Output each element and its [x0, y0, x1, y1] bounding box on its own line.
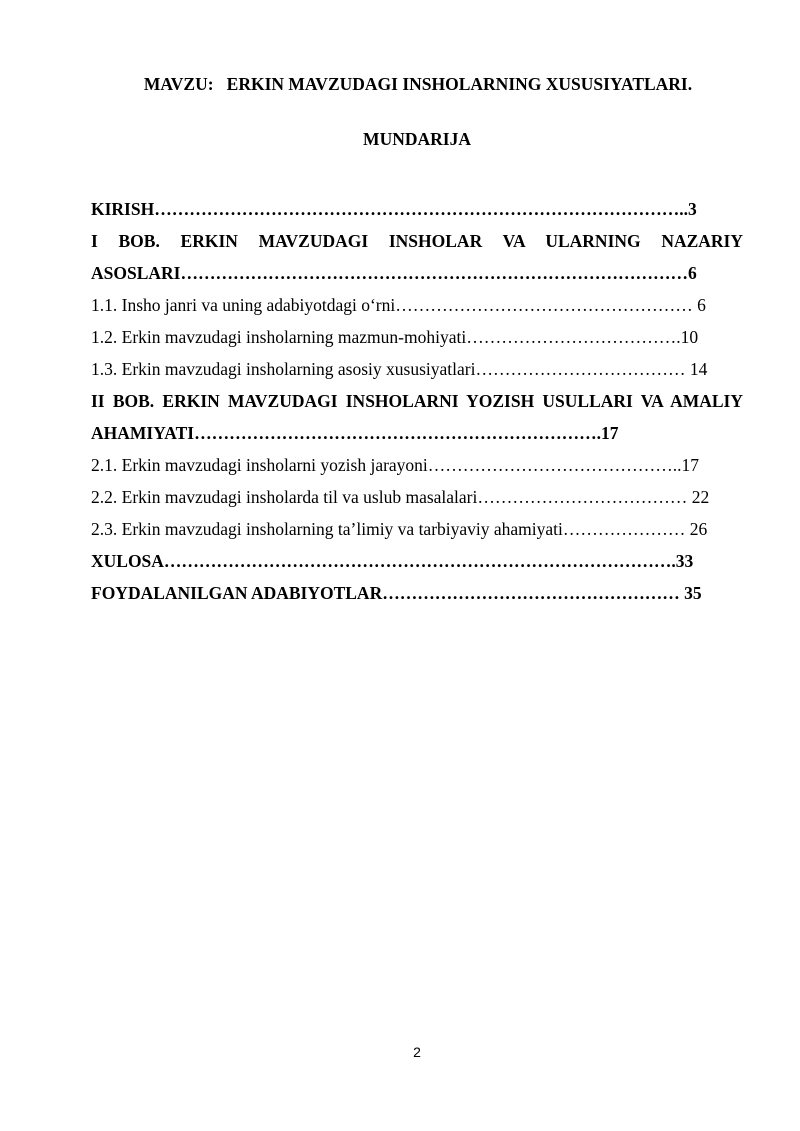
toc-entry-chapter-2[interactable]: II BOB. ERKIN MAVZUDAGI INSHOLARNI YOZISH USULLARI VA AMALIY AHAMIYATI…………………………………………………………….17 — [91, 391, 743, 443]
toc-heading: MUNDARIJA — [363, 129, 471, 149]
toc-entry-section-1-1[interactable]: 1.1. Insho janri va uning adabiyotdagi o‘rni…………………………………………… 6 — [91, 295, 706, 315]
document-title: MAVZU: ERKIN MAVZUDAGI INSHOLARNING XUSUSIYATLARI. — [143, 74, 693, 94]
page-number: 2 — [413, 1044, 421, 1060]
toc-entry-section-1-2[interactable]: 1.2. Erkin mavzudagi insholarning mazmun-mohiyati……………………………….10 — [91, 327, 699, 347]
table-of-contents — [91, 193, 743, 609]
toc-entry-section-2-3[interactable]: 2.3. Erkin mavzudagi insholarning ta’limiy va tarbiyaviy ahamiyati………………… 26 — [91, 519, 708, 539]
toc-entry-bibliography[interactable]: FOYDALANILGAN ADABIYOTLAR…………………………………………… 35 — [91, 583, 702, 603]
toc-entry-kirish[interactable]: KIRISH………………………………………………………………………………..3 — [91, 199, 697, 219]
toc-entry-section-2-1[interactable]: 2.1. Erkin mavzudagi insholarni yozish jarayoni……………………………………..17 — [91, 455, 700, 475]
toc-entry-chapter-1[interactable]: I BOB. ERKIN MAVZUDAGI INSHOLAR VA ULARNING NAZARIY ASOSLARI……………………………………………………………………………6 — [91, 231, 743, 283]
toc-entry-section-2-2[interactable]: 2.2. Erkin mavzudagi insholarda til va uslub masalalari……………………………… 22 — [91, 487, 710, 507]
toc-entry-section-1-3[interactable]: 1.3. Erkin mavzudagi insholarning asosiy xususiyatlari……………………………… 14 — [91, 359, 708, 379]
toc-entry-xulosa[interactable]: XULOSA…………………………………………………………………………….33 — [91, 551, 694, 571]
